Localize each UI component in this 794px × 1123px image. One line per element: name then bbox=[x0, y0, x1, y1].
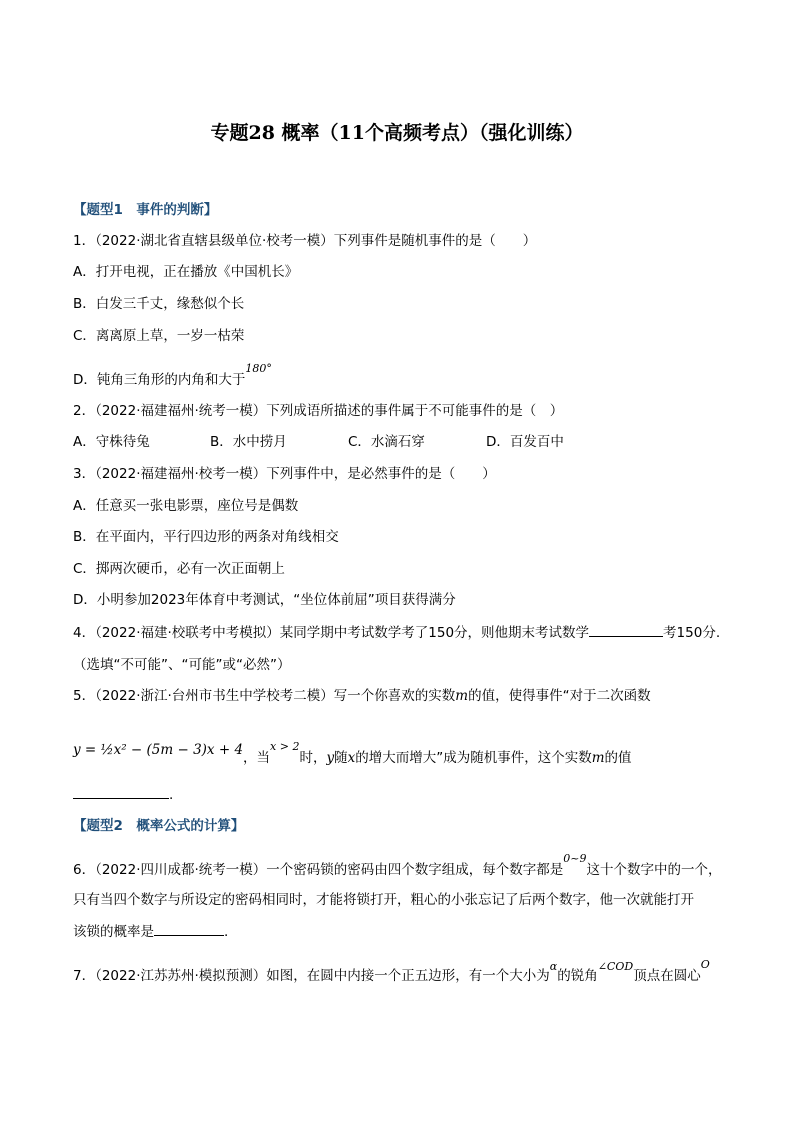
question-5-text: 5．（2022·浙江·台州市书生中学校考二模）写一个你喜欢的实数 bbox=[73, 688, 456, 704]
question-1-option-d bbox=[73, 362, 272, 391]
section-heading-1: 【题型1 事件的判断】 bbox=[73, 202, 218, 218]
question-5-text-end: 的值，使得事件“对于二次函数 bbox=[468, 688, 651, 704]
question-1-option-c: C．离离原上草，一岁一枯荣 bbox=[73, 328, 245, 344]
question-6-text: 这十个数字中的一个， bbox=[586, 862, 722, 878]
math-var-x: x bbox=[347, 750, 356, 766]
text: 的值 bbox=[604, 750, 632, 766]
text: 随 bbox=[334, 750, 348, 766]
question-2-option-c: C．水滴石穿 bbox=[348, 434, 425, 450]
question-4-stem bbox=[73, 622, 720, 643]
math-var-y: y bbox=[326, 750, 335, 766]
question-7-text: 7．（2022·江苏苏州·模拟预测）如图，在圆中内接一个正五边形，有一个大小为 bbox=[73, 968, 550, 984]
question-3-option-a: A．任意买一张电影票，座位号是偶数 bbox=[73, 498, 299, 514]
question-6-text: 6．（2022·四川成都·统考一模）一个密码锁的密码由四个数字组成，每个数字都是 bbox=[73, 862, 564, 878]
text: 的增大而增大”成为随机事件，这个实数 bbox=[355, 750, 592, 766]
text: 时， bbox=[299, 750, 327, 766]
question-3-option-d: D．小明参加2023年体育中考测试，“坐位体前屈”项目获得满分 bbox=[73, 592, 456, 608]
question-7-text: 的锐角 bbox=[557, 968, 598, 984]
question-7-text: 顶点在圆心 bbox=[633, 968, 701, 984]
math-alpha: α bbox=[549, 960, 558, 973]
answer-blank bbox=[73, 784, 169, 799]
quadratic-formula: y = ½x² − (5m − 3)x + 4 bbox=[73, 742, 244, 758]
question-7-stem bbox=[73, 958, 710, 987]
question-4-text-end: 考150分. bbox=[663, 625, 721, 641]
question-6-line-3 bbox=[73, 921, 228, 942]
page-title: 专题28 概率（11个高频考点）（强化训练） bbox=[210, 122, 584, 144]
question-2-option-d: D．百发百中 bbox=[486, 434, 564, 450]
question-5-stem bbox=[73, 686, 651, 706]
option-d-text: D．钝角三角形的内角和大于 bbox=[73, 372, 246, 388]
question-3-option-c: C．掷两次硬币，必有一次正面朝上 bbox=[73, 561, 285, 577]
question-6-text: 该锁的概率是 bbox=[73, 924, 154, 940]
answer-blank bbox=[154, 921, 224, 936]
math-var-m: m bbox=[455, 688, 469, 704]
question-2-option-b: B．水中捞月 bbox=[210, 434, 287, 450]
question-1-option-a: A．打开电视，正在播放《中国机长》 bbox=[73, 264, 299, 280]
question-3-option-b: B．在平面内，平行四边形的两条对角线相交 bbox=[73, 529, 339, 545]
math-condition: x > 2 bbox=[270, 740, 300, 753]
period: . bbox=[224, 924, 229, 940]
math-digit-range: 0~9 bbox=[563, 852, 587, 865]
question-4-hint: （选填“不可能”、“可能”或“必然”） bbox=[73, 657, 291, 673]
question-2-option-a: A．守株待兔 bbox=[73, 434, 150, 450]
answer-blank bbox=[589, 622, 663, 637]
question-2-options bbox=[73, 432, 564, 452]
section-heading-2: 【题型2 概率公式的计算】 bbox=[73, 818, 245, 834]
math-point-o: O bbox=[700, 958, 710, 971]
question-2-stem: 2．（2022·福建福州·统考一模）下列成语所描述的事件属于不可能事件的是（ ） bbox=[73, 403, 564, 419]
math-angle-cod: ∠COD bbox=[597, 960, 634, 973]
period: . bbox=[169, 787, 174, 803]
question-4-text: 4．（2022·福建·校联考中考模拟）某同学期中考试数学考了150分，则他期末考试数学 bbox=[73, 625, 590, 641]
question-5-formula-line bbox=[73, 740, 632, 769]
math-var-m: m bbox=[591, 750, 605, 766]
question-3-stem: 3．（2022·福建福州·校考一模）下列事件中，是必然事件的是（ ） bbox=[73, 466, 496, 482]
question-5-answer bbox=[73, 784, 173, 805]
question-1-stem: 1．（2022·湖北省直辖县级单位·校考一模）下列事件是随机事件的是（ ） bbox=[73, 233, 537, 249]
text-when: ，当 bbox=[243, 750, 271, 766]
question-6-line-2: 只有当四个数字与所设定的密码相同时，才能将锁打开，粗心的小张忘记了后两个数字，他一次就能打开 bbox=[73, 892, 694, 908]
math-180-degrees: 180° bbox=[245, 362, 272, 375]
question-1-option-b: B．白发三千丈，缘愁似个长 bbox=[73, 296, 245, 312]
